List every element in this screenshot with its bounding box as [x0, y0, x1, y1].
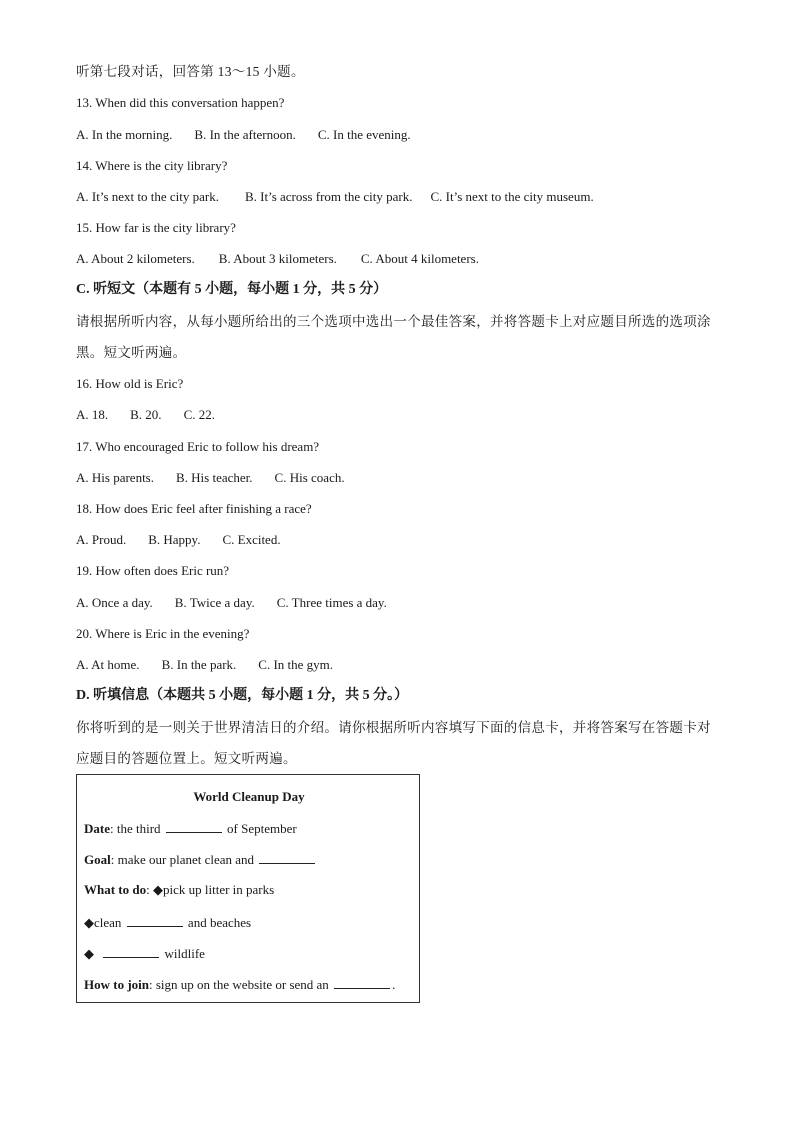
section-c-heading: C. 听短文（本题有 5 小题，每小题 1 分，共 5 分）: [76, 282, 388, 297]
option-c: C. In the evening.: [317, 127, 411, 142]
option-a: A. His parents.: [76, 470, 154, 485]
option-a: A. 18.: [76, 407, 109, 422]
option-a: A. Once a day.: [76, 595, 153, 610]
answer-blank-22[interactable]: [259, 851, 315, 864]
section-d-instruction-line2: 应题目的答题位置上。短文听两遍。: [76, 751, 297, 766]
question-13: 13. When did this conversation happen?: [76, 95, 285, 110]
option-c: C. 22.: [183, 407, 215, 422]
section-c-instruction-line2: 黑。短文听两遍。: [76, 345, 187, 360]
answer-blank-23[interactable]: [127, 914, 183, 927]
answer-blank-25[interactable]: [334, 976, 390, 989]
what-to-do-label: What to do: [84, 882, 147, 897]
section-c-instruction-line1: 请根据所听内容，从每小题所给出的三个选项中选出一个最佳答案，并将答题卡上对应题目所选的选项涂: [76, 314, 711, 329]
option-b: B. Happy.: [148, 532, 201, 547]
answer-blank-24[interactable]: [103, 945, 159, 958]
option-b: B. 20.: [130, 407, 162, 422]
question-18: 18. How does Eric feel after finishing a race?: [76, 501, 312, 516]
question-18-options: [76, 531, 281, 549]
option-b: B. In the park.: [161, 657, 237, 672]
section-d-heading: D. 听填信息（本题共 5 小题，每小题 1 分，共 5 分。）: [76, 688, 409, 703]
option-c: C. Excited.: [222, 532, 281, 547]
option-c: C. In the gym.: [258, 657, 334, 672]
question-17: 17. Who encouraged Eric to follow his dream?: [76, 439, 320, 454]
info-card-how-to-join: How to join: sign up on the website or send an .: [84, 977, 396, 992]
section-intro: 听第七段对话，回答第 13～15 小题。: [76, 64, 305, 79]
info-card-title: World Cleanup Day: [193, 789, 305, 804]
option-a: A. Proud.: [76, 532, 127, 547]
how-to-join-label: How to join: [84, 977, 149, 992]
info-card-wildlife: ◆ wildlife: [84, 946, 205, 961]
info-card-date: Date: the third of September: [84, 821, 297, 836]
question-16: 16. How old is Eric?: [76, 376, 184, 391]
question-20-options: [76, 656, 333, 674]
question-20: 20. Where is Eric in the evening?: [76, 626, 250, 641]
info-card-clean: ◆clean and beaches: [84, 915, 252, 930]
option-c: C. Three times a day.: [276, 595, 387, 610]
question-15: 15. How far is the city library?: [76, 220, 236, 235]
option-b: B. It’s across from the city park.: [244, 189, 413, 204]
section-d-instruction-line1: 你将听到的是一则关于世界清洁日的介绍。请你根据所听内容填写下面的信息卡，并将答案写在答题卡对: [76, 720, 711, 735]
question-16-options: [76, 406, 215, 424]
question-19-options: [76, 594, 387, 612]
question-19: 19. How often does Eric run?: [76, 563, 230, 578]
goal-label: Goal: [84, 852, 111, 867]
option-b: B. His teacher.: [176, 470, 253, 485]
question-14-options: [76, 188, 594, 206]
question-13-options: [76, 126, 411, 144]
option-a: A. It’s next to the city park.: [76, 189, 219, 204]
info-card: [76, 774, 420, 1003]
question-14: 14. Where is the city library?: [76, 158, 228, 173]
option-c: C. About 4 kilometers.: [360, 251, 479, 266]
option-c: C. It’s next to the city museum.: [430, 189, 594, 204]
date-label: Date: [84, 821, 110, 836]
option-b: B. About 3 kilometers.: [218, 251, 337, 266]
option-a: A. About 2 kilometers.: [76, 251, 195, 266]
answer-blank-21[interactable]: [166, 820, 222, 833]
option-b: B. In the afternoon.: [194, 127, 296, 142]
info-card-what-to-do: What to do: ◆pick up litter in parks: [84, 882, 275, 897]
option-a: A. In the morning.: [76, 127, 173, 142]
option-b: B. Twice a day.: [174, 595, 255, 610]
question-15-options: [76, 250, 479, 268]
question-17-options: [76, 469, 345, 487]
info-card-goal: Goal: make our planet clean and: [84, 851, 317, 868]
option-a: A. At home.: [76, 657, 140, 672]
option-c: C. His coach.: [274, 470, 345, 485]
